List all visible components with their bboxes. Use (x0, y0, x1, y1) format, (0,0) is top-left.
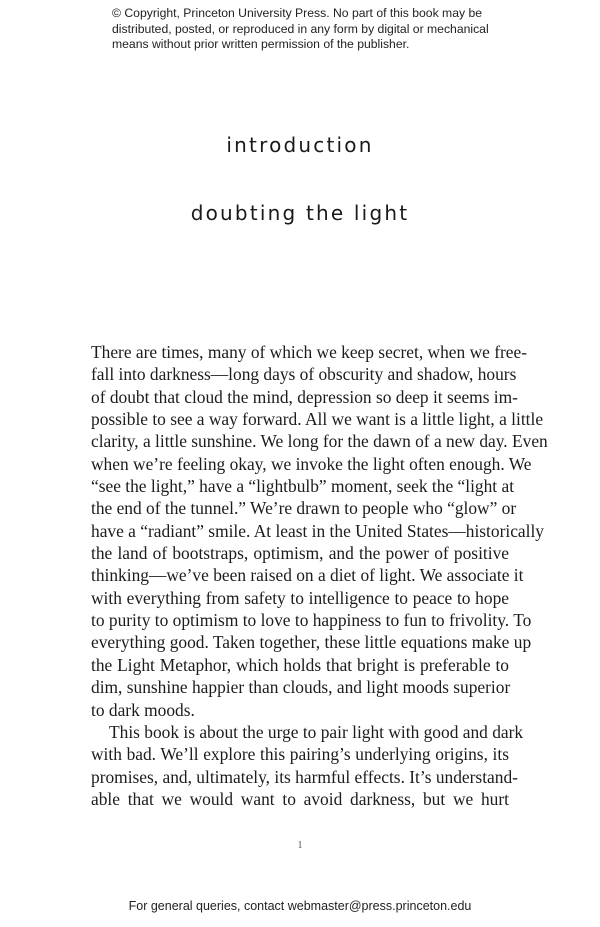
text-line: dim, sunshine happier than clouds, and light moods superior (91, 677, 511, 698)
text-line: with bad. We’ll explore this pairing’s underlying origins, its (91, 744, 509, 765)
text-line: have a “radiant” smile. At least in the United States—historically (91, 520, 544, 541)
text-line: the land of bootstraps, optimism, and the power of positive (91, 543, 509, 564)
text-line: with everything from safety to intelligence to peace to hope (91, 587, 509, 608)
copyright-line: means without prior written permission of the publisher. (112, 37, 410, 52)
text-line: everything good. Taken together, these little equations make up (91, 632, 532, 653)
page-number: 1 (297, 840, 303, 851)
text-line: promises, and, ultimately, its harmful effects. It’s understand- (91, 766, 518, 787)
body-text (91, 341, 548, 810)
text-line: clarity, a little sunshine. We long for the dawn of a new day. Even (91, 431, 548, 452)
copyright-notice (112, 6, 512, 53)
text-line: “see the light,” have a “lightbulb” moment, seek the “light at (91, 476, 515, 497)
copyright-line: © Copyright, Princeton University Press. No part of this book may be (112, 6, 483, 20)
text-line: This book is about the urge to pair light with good and dark (109, 721, 524, 742)
chapter-label: introduction (226, 133, 374, 157)
text-line: thinking—we’ve been raised on a diet of light. We associate it (91, 565, 524, 586)
text-line: There are times, many of which we keep secret, when we free- (91, 342, 528, 362)
text-line: when we’re feeling okay, we invoke the light often enough. We (91, 453, 532, 474)
chapter-title: doubting the light (190, 201, 410, 225)
paragraph-1 (91, 341, 548, 721)
text-line: of doubt that cloud the mind, depression so deep it seems im- (91, 386, 518, 407)
text-line: to purity to optimism to love to happiness to fun to frivolity. To (91, 610, 532, 631)
text-line: possible to see a way forward. All we want is a little light, a little (91, 409, 544, 430)
text-line: the Light Metaphor, which holds that bright is preferable to (91, 654, 509, 675)
copyright-line: distributed, posted, or reproduced in any form by digital or mechanical (112, 21, 489, 36)
text-line: to dark moods. (91, 699, 195, 720)
paragraph-2 (91, 721, 524, 810)
text-line: able that we would want to avoid darkness, but we hurt (91, 788, 509, 809)
footer-contact: For general queries, contact webmaster@press.princeton.edu (128, 899, 472, 913)
text-line: the end of the tunnel.” We’re drawn to people who “glow” or (91, 498, 517, 519)
text-line: fall into darkness—long days of obscurity and shadow, hours (91, 364, 517, 385)
